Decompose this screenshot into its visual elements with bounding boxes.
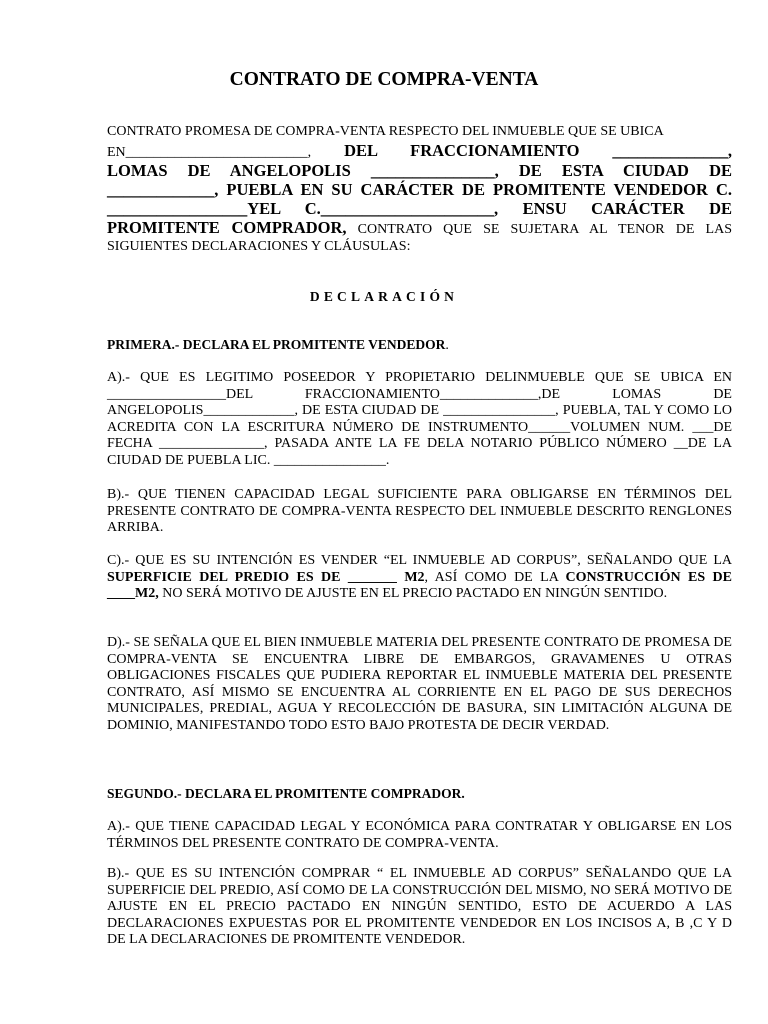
declaracion-heading: DECLARACIÓN (309, 289, 459, 304)
primera-c-part5: NO SERÁ MOTIVO DE AJUSTE EN EL PRECIO PACTADO EN NINGÚN SENTIDO. (158, 586, 668, 601)
intro-line-2 (107, 141, 732, 162)
intro-line-2a: EN__________________________, (107, 144, 312, 160)
primera-heading: PRIMERA.- DECLARA EL PROMITENTE VENDEDOR (107, 337, 446, 352)
primera-c-text (107, 553, 732, 603)
primera-period: . (445, 338, 449, 353)
primera-c-paragraph (107, 553, 732, 603)
segundo-b-text: B).- QUE ES SU INTENCIÓN COMPRAR “ EL INMUEBLE AD CORPUS” SEÑALANDO QUE LA SUPERFICIE DEL PREDIO, ASÍ COMO DE LA CONSTRUCCIÓN DEL MISMO, NO SERÁ MOTIVO DE AJUSTE EN EL PRECIO PACTADO EN NINGÚN SENTIDO, ESTO DE ACUERDO A LAS DECLARACIONES EXPUESTAS POR EL PROMITENTE VENDEDOR EN LOS INCISOS A, B ,C Y D DE LA DECLARACIONES DE PROMITENTE VENDEDOR. (107, 866, 732, 947)
primera-d-text: D).- SE SEÑALA QUE EL BIEN INMUEBLE MATERIA DEL PRESENTE CONTRATO DE PROMESA DE COMPRA-VENTA SE ENCUENTRA LIBRE DE EMBARGOS, GRAVAMENES U OTRAS OBLIGACIONES FISCALES QUE PUDIERA REPORTAR EL INMUEBLE MATERIA DEL PRESENTE CONTRATO, ASÍ MISMO SE ENCUENTRA AL CORRIENTE EN EL PAGO DE SUS DERECHOS MUNICIPALES, PREDIAL, AGUA Y RECOLECCIÓN DE BASURA, SIN LIMITACIÓN ALGUNA DE DOMINIO, MANIFESTANDO TODO ESTO BAJO PROTESTA DE DECIR VERDAD. (107, 635, 732, 733)
primera-c-part3: , ASÍ COMO DE LA (424, 569, 566, 585)
intro-line-7: SIGUIENTES DECLARACIONES Y CLÁUSULAS: (107, 238, 411, 254)
primera-c-superficie: SUPERFICIE DEL PREDIO ES DE _______ M2 (107, 569, 425, 585)
intro-line-5: _________________YEL C._____________________, ENSU CARÁCTER DE (107, 199, 732, 218)
primera-heading-block (107, 337, 732, 355)
primera-b-paragraph (107, 487, 732, 537)
intro-line-4: _____________, PUEBLA EN SU CARÁCTER DE PROMITENTE VENDEDOR C. (107, 180, 732, 199)
intro-paragraph (107, 124, 732, 255)
primera-a-paragraph (107, 370, 732, 469)
intro-line-2b: DEL FRACCIONAMIENTO ______________, (311, 140, 732, 160)
intro-line-1: CONTRATO PROMESA DE COMPRA-VENTA RESPECTO DEL INMUEBLE QUE SE UBICA (107, 124, 664, 139)
primera-c-part1: C).- QUE ES SU INTENCIÓN ES VENDER “EL INMUEBLE AD CORPUS”, SEÑALANDO QUE LA (107, 553, 732, 568)
document-title: CONTRATO DE COMPRA-VENTA (229, 69, 539, 90)
primera-b-text: B).- QUE TIENEN CAPACIDAD LEGAL SUFICIENTE PARA OBLIGARSE EN TÉRMINOS DEL PRESENTE CONTRATO DE COMPRA-VENTA RESPECTO DEL INMUEBLE DESCRITO RENGLONES ARRIBA. (107, 487, 732, 535)
intro-line-6 (107, 218, 732, 239)
segundo-heading-block (107, 786, 732, 804)
primera-c-construccion: CONSTRUCCIÓN ES DE ____M2, (107, 569, 732, 601)
segundo-a-paragraph (107, 819, 732, 852)
intro-line-6a: PROMITENTE COMPRADOR, (107, 218, 347, 237)
segundo-heading: SEGUNDO.- DECLARA EL PROMITENTE COMPRADOR. (107, 786, 465, 801)
intro-line-6b: CONTRATO QUE SE SUJETARA AL TENOR DE LAS (346, 222, 732, 237)
segundo-a-text: A).- QUE TIENE CAPACIDAD LEGAL Y ECONÓMICA PARA CONTRATAR Y OBLIGARSE EN LOS TÉRMINOS DEL PRESENTE CONTRATO DE COMPRA-VENTA. (107, 819, 732, 851)
primera-d-paragraph (107, 635, 732, 734)
intro-line-3: LOMAS DE ANGELOPOLIS _______________, DE ESTA CIUDAD DE (107, 161, 732, 180)
segundo-b-paragraph (107, 866, 732, 949)
primera-a-text: A).- QUE ES LEGITIMO POSEEDOR Y PROPIETARIO DELINMUEBLE QUE SE UBICA EN _________________DEL FRACCIONAMIENTO______________,DE LOMAS DE ANGELOPOLIS_____________, DE ESTA CIUDAD DE ________________, PUEBLA, TAL Y COMO LO ACREDITA CON LA ESCRITURA NÚMERO DE INSTRUMENTO______VOLUMEN NUM. ___DE FECHA _______________, PASADA ANTE LA FE DELA NOTARIO PÚBLICO NÚMERO __DE LA CIUDAD DE PUEBLA LIC. ________________. (107, 370, 732, 468)
